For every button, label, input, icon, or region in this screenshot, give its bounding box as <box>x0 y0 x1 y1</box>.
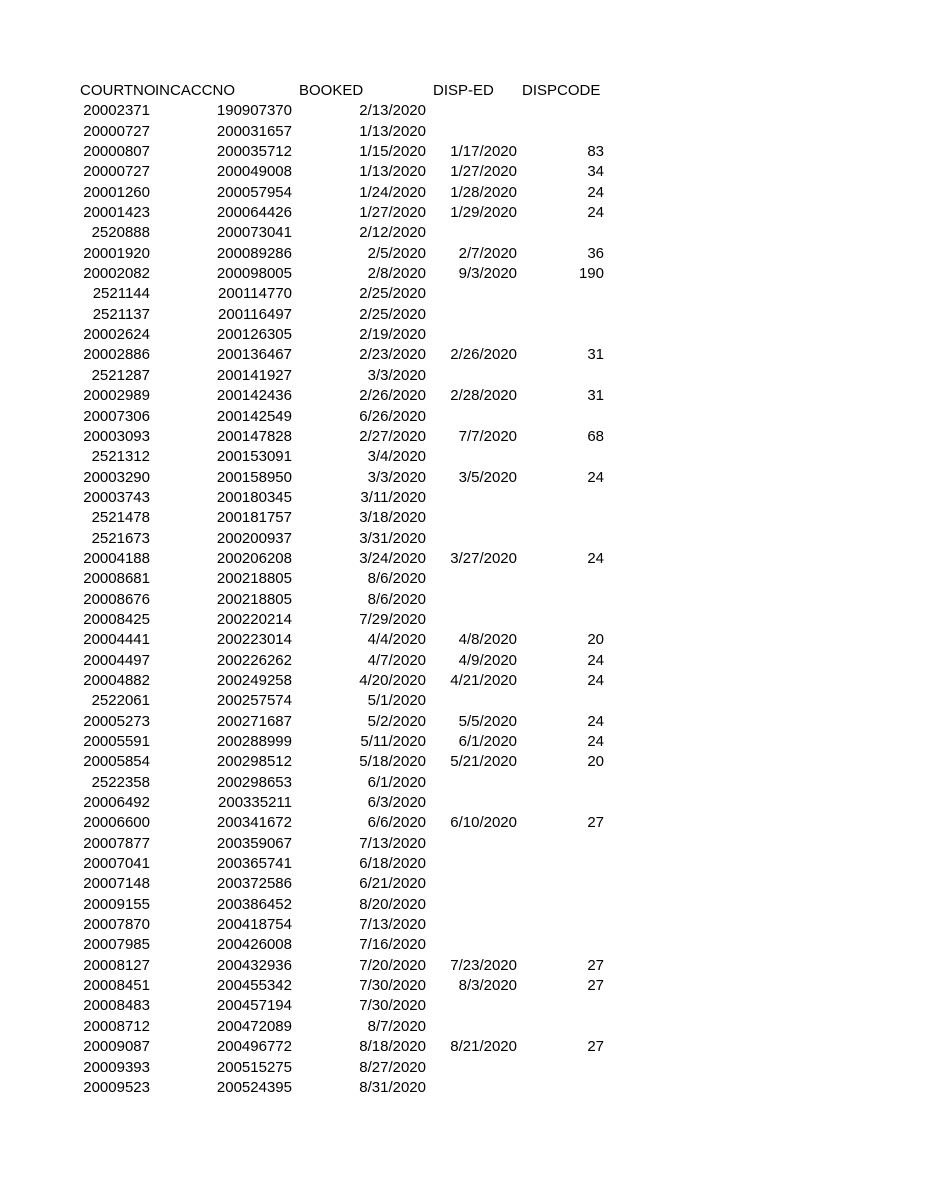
table-row <box>0 569 928 589</box>
booked-cell: 2/5/2020 <box>367 244 426 262</box>
disp-ed-cell: 6/1/2020 <box>458 733 517 750</box>
booked-cell: 2/23/2020 <box>359 346 426 364</box>
dispcode-cell <box>0 407 604 427</box>
booked-cell: 1/13/2020 <box>359 122 426 140</box>
table-row <box>0 122 928 142</box>
booked-cell: 5/18/2020 <box>359 753 426 771</box>
booking-report <box>0 81 928 1098</box>
table-row <box>0 488 928 508</box>
table-row <box>0 345 928 365</box>
table-row <box>0 1017 928 1037</box>
dispcode-cell <box>0 590 604 610</box>
booked-cell: 7/13/2020 <box>359 916 426 934</box>
courtno-cell: 20004441 <box>83 631 150 649</box>
dispcode-cell: 27 <box>587 814 604 832</box>
table-row <box>0 651 928 671</box>
table-row <box>0 386 928 406</box>
dispcode-cell <box>0 223 604 243</box>
booked-cell: 1/13/2020 <box>359 163 426 181</box>
booked-cell: 2/26/2020 <box>359 387 426 405</box>
courtno-cell: 20009087 <box>83 1038 150 1056</box>
incaccno-cell: 200365741 <box>216 855 292 873</box>
dispcode-cell: 68 <box>587 427 604 445</box>
booked-cell: 8/7/2020 <box>367 1017 426 1035</box>
table-row <box>0 874 928 894</box>
disp-ed-cell: 3/27/2020 <box>450 549 517 567</box>
booked-header: BOOKED <box>299 82 364 99</box>
dispcode-cell: 36 <box>587 244 604 262</box>
disp-ed-cell: 8/21/2020 <box>450 1038 517 1056</box>
dispcode-cell: 24 <box>587 468 604 486</box>
incaccno-cell: 200271687 <box>216 712 292 730</box>
dispcode-cell <box>0 895 604 915</box>
disp-ed-cell: 9/3/2020 <box>458 265 517 283</box>
courtno-cell: 20008681 <box>83 570 150 588</box>
booked-cell: 7/29/2020 <box>359 610 426 628</box>
dispcode-cell <box>0 1017 604 1037</box>
dispcode-cell: 83 <box>587 143 604 161</box>
table-row <box>0 854 928 874</box>
incaccno-cell: 200200937 <box>216 529 292 547</box>
dispcode-cell <box>0 508 604 528</box>
incaccno-cell: 200181757 <box>216 509 292 527</box>
incaccno-cell: 200158950 <box>216 468 292 486</box>
table-row <box>0 142 928 162</box>
disp-ed-header: DISP-ED <box>433 82 494 99</box>
booked-cell: 3/3/2020 <box>367 366 426 384</box>
dispcode-cell <box>0 122 604 142</box>
dispcode-cell: 24 <box>587 733 604 750</box>
incaccno-cell: 200057954 <box>216 183 292 201</box>
dispcode-cell: 24 <box>587 651 604 669</box>
courtno-cell: 20003743 <box>83 488 150 506</box>
courtno-cell: 2521673 <box>91 529 150 547</box>
booked-cell: 1/24/2020 <box>359 183 426 201</box>
incaccno-cell: 200220214 <box>216 610 292 628</box>
booked-cell: 4/20/2020 <box>359 671 426 689</box>
disp-ed-cell: 7/23/2020 <box>450 956 517 974</box>
courtno-cell: 20005591 <box>83 733 150 750</box>
table-row <box>0 976 928 996</box>
booked-cell: 3/4/2020 <box>367 448 426 466</box>
courtno-cell: 20007148 <box>83 875 150 893</box>
table-row <box>0 305 928 325</box>
dispcode-cell <box>0 793 604 813</box>
dispcode-cell <box>0 101 604 121</box>
table-body <box>0 101 928 1098</box>
disp-ed-cell: 3/5/2020 <box>458 468 517 486</box>
incaccno-cell: 200455342 <box>216 977 292 995</box>
courtno-cell: 20009155 <box>83 895 150 913</box>
dispcode-cell <box>0 488 604 508</box>
dispcode-cell <box>0 305 604 325</box>
courtno-cell: 20002624 <box>83 326 150 344</box>
table-row <box>0 956 928 976</box>
booked-cell: 1/27/2020 <box>359 204 426 222</box>
disp-ed-cell: 2/7/2020 <box>458 244 517 262</box>
incaccno-cell: 200064426 <box>216 204 292 222</box>
courtno-cell: 20007041 <box>83 855 150 873</box>
incaccno-cell: 200298653 <box>216 773 292 791</box>
incaccno-cell: 200089286 <box>216 244 292 262</box>
courtno-cell: 20007306 <box>83 407 150 425</box>
disp-ed-cell: 4/21/2020 <box>450 671 517 689</box>
disp-ed-cell: 2/28/2020 <box>450 387 517 405</box>
courtno-cell: 20005273 <box>83 712 150 730</box>
incaccno-cell: 200098005 <box>216 265 292 283</box>
incaccno-cell: 190907370 <box>216 102 292 120</box>
incaccno-cell: 200496772 <box>216 1038 292 1056</box>
booked-cell: 1/15/2020 <box>359 143 426 161</box>
dispcode-cell: 24 <box>587 712 604 730</box>
table-row <box>0 203 928 223</box>
booked-cell: 2/27/2020 <box>359 427 426 445</box>
courtno-cell: 20000727 <box>83 122 150 140</box>
courtno-cell: 2522358 <box>91 773 150 791</box>
incaccno-cell: 200249258 <box>216 671 292 689</box>
incaccno-cell: 200035712 <box>216 143 292 161</box>
disp-ed-cell: 1/27/2020 <box>450 163 517 181</box>
disp-ed-cell: 5/21/2020 <box>450 753 517 771</box>
table-row <box>0 244 928 264</box>
incaccno-cell: 200223014 <box>216 631 292 649</box>
dispcode-cell <box>0 284 604 304</box>
courtno-cell: 20008127 <box>83 956 150 974</box>
incaccno-cell: 200418754 <box>216 916 292 934</box>
dispcode-cell <box>0 529 604 549</box>
dispcode-cell <box>0 834 604 854</box>
booked-cell: 7/30/2020 <box>359 977 426 995</box>
table-row <box>0 427 928 447</box>
dispcode-cell <box>0 915 604 935</box>
table-row <box>0 162 928 182</box>
dispcode-cell: 190 <box>578 265 604 283</box>
incaccno-cell: 200335211 <box>218 794 292 812</box>
booked-cell: 6/26/2020 <box>359 407 426 425</box>
incaccno-cell: 200206208 <box>216 549 292 567</box>
incaccno-cell: 200386452 <box>216 895 292 913</box>
courtno-cell: 20009523 <box>83 1078 150 1096</box>
dispcode-cell <box>0 325 604 345</box>
booked-cell: 4/7/2020 <box>367 651 426 669</box>
table-row <box>0 325 928 345</box>
booked-cell: 8/18/2020 <box>359 1038 426 1056</box>
incaccno-cell: 200515275 <box>216 1058 292 1076</box>
incaccno-cell: 200180345 <box>216 488 292 506</box>
dispcode-cell: 31 <box>587 387 604 405</box>
courtno-cell: 2522061 <box>91 692 150 710</box>
courtno-header: COURTNO <box>80 82 156 99</box>
table-row <box>0 590 928 610</box>
courtno-cell: 20005854 <box>83 753 150 771</box>
incaccno-cell: 200147828 <box>216 427 292 445</box>
dispcode-cell <box>0 366 604 386</box>
incaccno-cell: 200432936 <box>216 956 292 974</box>
dispcode-cell: 24 <box>587 549 604 567</box>
header-row <box>0 81 928 101</box>
table-row <box>0 834 928 854</box>
courtno-cell: 20001423 <box>83 204 150 222</box>
courtno-cell: 2520888 <box>91 224 150 242</box>
dispcode-cell: 27 <box>587 956 604 974</box>
dispcode-cell <box>0 1078 604 1098</box>
courtno-cell: 20008425 <box>83 610 150 628</box>
table-row <box>0 284 928 304</box>
dispcode-header: DISPCODE <box>522 82 601 99</box>
booked-cell: 6/18/2020 <box>359 855 426 873</box>
table-row <box>0 223 928 243</box>
table-row <box>0 264 928 284</box>
courtno-cell: 20007985 <box>83 936 150 954</box>
courtno-cell: 20008483 <box>83 997 150 1015</box>
disp-ed-cell: 1/17/2020 <box>450 143 517 161</box>
table-row <box>0 915 928 935</box>
incaccno-cell: 200372586 <box>216 875 292 893</box>
booked-cell: 5/1/2020 <box>367 692 426 710</box>
courtno-cell: 2521137 <box>92 305 150 323</box>
table-row <box>0 101 928 121</box>
booked-cell: 2/13/2020 <box>359 102 426 120</box>
booked-cell: 5/11/2020 <box>360 733 426 750</box>
dispcode-cell <box>0 610 604 630</box>
courtno-cell: 20009393 <box>83 1058 150 1076</box>
courtno-cell: 20007877 <box>83 834 150 852</box>
incaccno-cell: 200218805 <box>216 570 292 588</box>
dispcode-cell <box>0 773 604 793</box>
disp-ed-cell: 1/29/2020 <box>450 204 517 222</box>
incaccno-cell: 200114770 <box>218 285 292 303</box>
booked-cell: 2/25/2020 <box>359 285 426 303</box>
table-row <box>0 996 928 1016</box>
incaccno-cell: 200073041 <box>216 224 292 242</box>
booked-cell: 8/6/2020 <box>367 570 426 588</box>
dispcode-cell <box>0 874 604 894</box>
dispcode-cell <box>0 935 604 955</box>
table-row <box>0 773 928 793</box>
table-row <box>0 732 928 752</box>
courtno-cell: 2521144 <box>92 285 150 303</box>
disp-ed-cell: 8/3/2020 <box>458 977 517 995</box>
incaccno-cell: 200141927 <box>216 366 292 384</box>
table-row <box>0 508 928 528</box>
dispcode-cell: 24 <box>587 204 604 222</box>
disp-ed-cell: 6/10/2020 <box>450 814 517 832</box>
booked-cell: 4/4/2020 <box>367 631 426 649</box>
table-row <box>0 752 928 772</box>
courtno-cell: 20001920 <box>83 244 150 262</box>
courtno-cell: 2521312 <box>91 448 150 466</box>
table-row <box>0 1037 928 1057</box>
booked-cell: 7/20/2020 <box>359 956 426 974</box>
incaccno-cell: 200136467 <box>216 346 292 364</box>
table-row <box>0 183 928 203</box>
table-row <box>0 895 928 915</box>
disp-ed-cell: 4/9/2020 <box>458 651 517 669</box>
table-row <box>0 691 928 711</box>
table-row <box>0 935 928 955</box>
courtno-cell: 20008451 <box>83 977 150 995</box>
courtno-cell: 20004882 <box>83 671 150 689</box>
incaccno-cell: 200218805 <box>216 590 292 608</box>
dispcode-cell: 27 <box>587 977 604 995</box>
disp-ed-cell: 5/5/2020 <box>458 712 517 730</box>
booked-cell: 7/13/2020 <box>359 834 426 852</box>
booked-cell: 7/16/2020 <box>359 936 426 954</box>
table-row <box>0 610 928 630</box>
courtno-cell: 20008712 <box>83 1017 150 1035</box>
booked-cell: 8/27/2020 <box>359 1058 426 1076</box>
courtno-cell: 20002371 <box>83 102 150 120</box>
booked-cell: 6/21/2020 <box>359 875 426 893</box>
courtno-cell: 20008676 <box>83 590 150 608</box>
table-row <box>0 407 928 427</box>
booked-cell: 3/18/2020 <box>359 509 426 527</box>
table-row <box>0 447 928 467</box>
booked-cell: 7/30/2020 <box>359 997 426 1015</box>
table-row <box>0 671 928 691</box>
courtno-cell: 20000807 <box>83 143 150 161</box>
courtno-cell: 20004497 <box>83 651 150 669</box>
table-row <box>0 1078 928 1098</box>
disp-ed-cell: 1/28/2020 <box>450 183 517 201</box>
courtno-cell: 2521287 <box>91 366 150 384</box>
dispcode-cell <box>0 854 604 874</box>
courtno-cell: 20002886 <box>83 346 150 364</box>
table-row <box>0 366 928 386</box>
table-row <box>0 1058 928 1078</box>
incaccno-cell: 200116497 <box>218 305 292 323</box>
table-row <box>0 630 928 650</box>
courtno-cell: 20003093 <box>83 427 150 445</box>
courtno-cell: 20000727 <box>83 163 150 181</box>
booked-cell: 5/2/2020 <box>367 712 426 730</box>
booked-cell: 8/20/2020 <box>359 895 426 913</box>
courtno-cell: 20004188 <box>83 549 150 567</box>
booked-cell: 2/8/2020 <box>367 265 426 283</box>
disp-ed-cell: 2/26/2020 <box>450 346 517 364</box>
table-row <box>0 813 928 833</box>
booked-cell: 6/6/2020 <box>367 814 426 832</box>
dispcode-cell: 24 <box>587 671 604 689</box>
incaccno-cell: 200457194 <box>216 997 292 1015</box>
dispcode-cell: 20 <box>587 753 604 771</box>
courtno-cell: 20007870 <box>83 916 150 934</box>
dispcode-cell: 27 <box>587 1038 604 1056</box>
incaccno-cell: 200142549 <box>216 407 292 425</box>
dispcode-cell: 31 <box>587 346 604 364</box>
table-row <box>0 793 928 813</box>
incaccno-cell: 200298512 <box>216 753 292 771</box>
courtno-cell: 20002082 <box>83 265 150 283</box>
incaccno-cell: 200341672 <box>216 814 292 832</box>
incaccno-cell: 200126305 <box>216 326 292 344</box>
booked-cell: 3/11/2020 <box>360 488 426 506</box>
incaccno-cell: 200142436 <box>216 387 292 405</box>
incaccno-cell: 200257574 <box>216 692 292 710</box>
courtno-cell: 2521478 <box>91 509 150 527</box>
incaccno-cell: 200472089 <box>216 1017 292 1035</box>
booked-cell: 3/3/2020 <box>367 468 426 486</box>
booked-cell: 8/6/2020 <box>367 590 426 608</box>
courtno-cell: 20001260 <box>83 183 150 201</box>
dispcode-cell: 34 <box>587 163 604 181</box>
booked-cell: 6/1/2020 <box>367 773 426 791</box>
table-row <box>0 529 928 549</box>
dispcode-cell <box>0 996 604 1016</box>
booked-cell: 2/25/2020 <box>359 305 426 323</box>
table-row <box>0 712 928 732</box>
incaccno-cell: 200426008 <box>216 936 292 954</box>
courtno-cell: 20003290 <box>83 468 150 486</box>
table-row <box>0 549 928 569</box>
table-row <box>0 468 928 488</box>
dispcode-cell <box>0 691 604 711</box>
incaccno-cell: 200049008 <box>216 163 292 181</box>
incaccno-cell: 200288999 <box>216 733 292 750</box>
incaccno-cell: 200524395 <box>216 1078 292 1096</box>
booked-cell: 2/12/2020 <box>359 224 426 242</box>
booked-cell: 8/31/2020 <box>359 1078 426 1096</box>
dispcode-cell <box>0 447 604 467</box>
booked-cell: 3/24/2020 <box>359 549 426 567</box>
incaccno-cell: 200153091 <box>216 448 292 466</box>
booked-cell: 3/31/2020 <box>359 529 426 547</box>
disp-ed-cell: 4/8/2020 <box>458 631 517 649</box>
dispcode-cell <box>0 569 604 589</box>
incaccno-cell: 200031657 <box>216 122 292 140</box>
booked-cell: 6/3/2020 <box>367 794 426 812</box>
disp-ed-cell: 7/7/2020 <box>458 427 517 445</box>
booked-cell: 2/19/2020 <box>359 326 426 344</box>
courtno-cell: 20002989 <box>83 387 150 405</box>
courtno-cell: 20006492 <box>83 794 150 812</box>
incaccno-header: INCACCNO <box>155 82 236 99</box>
courtno-cell: 20006600 <box>83 814 150 832</box>
dispcode-cell <box>0 1058 604 1078</box>
incaccno-cell: 200359067 <box>216 834 292 852</box>
dispcode-cell: 24 <box>587 183 604 201</box>
dispcode-cell: 20 <box>587 631 604 649</box>
incaccno-cell: 200226262 <box>216 651 292 669</box>
